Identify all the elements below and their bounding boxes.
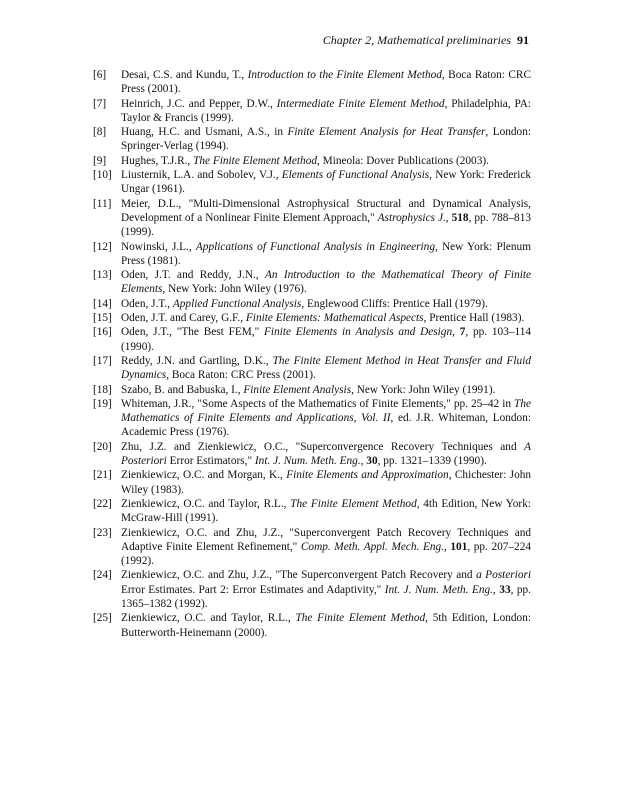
reference-number: [24]: [93, 569, 112, 582]
reference-item: [93, 240, 531, 269]
text-segment: Hughes, T.J.R.,: [121, 154, 194, 167]
reference-number: [9]: [93, 154, 107, 167]
reference-text: [121, 611, 531, 640]
text-segment: Oden, J.T. and Carey, G.F.,: [121, 312, 246, 325]
italic-segment: Finite Elements and Approximation: [286, 469, 449, 482]
text-segment: , Philadelphia, PA: Taylor & Francis (1999).: [121, 97, 531, 124]
text-segment: Meier, D.L., "Multi-Dimensional Astrophysical Structural and Dynamical Analysis, Development of a Nonlinear Finite Element Approach,": [121, 197, 531, 224]
reference-item: [93, 68, 531, 97]
text-segment: ,: [445, 211, 452, 224]
text-segment: 4th Edition, New York: McGraw-Hill (1991).: [121, 497, 531, 525]
text-segment: Nowinski, J.L.,: [121, 240, 196, 253]
reference-text: [121, 297, 531, 311]
text-segment: , New York: John Wiley (1976).: [162, 283, 307, 296]
reference-number: [7]: [93, 97, 107, 110]
chapter-title: Chapter 2, Mathematical preliminaries: [322, 33, 511, 47]
italic-segment: Intermediate Finite Element Method: [276, 97, 445, 110]
reference-number: [18]: [93, 383, 112, 396]
reference-item: [93, 611, 531, 640]
reference-number: [22]: [93, 497, 112, 510]
reference-number: [6]: [93, 69, 107, 81]
text-segment: 5th Edition, London: Butterworth-Heinemann (2000).: [121, 612, 531, 639]
reference-number: [14]: [93, 297, 112, 310]
text-segment: , Boca Raton: CRC Press (2001).: [121, 69, 531, 96]
text-segment: Oden, J.T. and Reddy, J.N.,: [121, 269, 265, 282]
text-segment: , New York: John Wiley (1991).: [351, 383, 496, 396]
reference-text: [121, 68, 531, 97]
reference-number: [13]: [93, 269, 112, 282]
italic-segment: The Finite Element Method,: [290, 497, 420, 510]
reference-item: [93, 168, 531, 197]
reference-text: [121, 526, 531, 569]
reference-text: [121, 383, 531, 397]
bold-segment: 7: [459, 326, 466, 339]
text-segment: Oden, J.T.,: [121, 297, 173, 310]
text-segment: , New York: Frederick Ungar (1961).: [121, 169, 531, 196]
text-segment: Zienkiewicz, O.C. and Morgan, K.,: [121, 469, 287, 482]
bold-segment: 518: [451, 211, 469, 224]
reference-text: [121, 197, 531, 240]
italic-segment: Finite Elements: Mathematical Aspects: [245, 312, 424, 325]
text-segment: , Boca Raton: CRC Press (2001).: [166, 369, 316, 382]
reference-text: [121, 325, 531, 354]
text-segment: , London: Springer-Verlag (1994).: [121, 126, 531, 153]
reference-number: [19]: [93, 397, 112, 410]
reference-item: [93, 354, 531, 383]
text-segment: Error Estimators,": [166, 455, 255, 468]
reference-item: [93, 497, 531, 526]
italic-segment: Applied Functional Analysis: [172, 297, 302, 310]
reference-text: [121, 440, 531, 469]
text-segment: Zienkiewicz, O.C. and Zhu, J.Z., "The Superconvergent Patch Recovery and: [121, 569, 477, 582]
text-segment: , Mineola: Dover Publications (2003).: [317, 154, 489, 167]
italic-segment: a Posteriori: [476, 569, 532, 582]
text-segment: , Chichester: John Wiley (1983).: [121, 469, 532, 496]
reference-text: [121, 311, 531, 325]
text-segment: , pp. 207–224 (1992).: [121, 540, 531, 568]
reference-item: [93, 297, 531, 311]
reference-item: [93, 526, 531, 569]
reference-number: [21]: [93, 469, 112, 482]
reference-number: [17]: [93, 354, 112, 367]
reference-text: [121, 125, 531, 154]
page-number: 91: [517, 33, 529, 47]
text-segment: Zhu, J.Z. and Zienkiewicz, O.C., "Superconvergence Recovery Techniques and: [121, 440, 525, 453]
reference-item: [93, 197, 531, 240]
reference-number: [11]: [93, 197, 112, 210]
reference-number: [8]: [93, 126, 107, 139]
reference-text: [121, 354, 531, 383]
italic-segment: Finite Element Analysis for Heat Transfer: [287, 126, 486, 139]
italic-segment: Introduction to the Finite Element Method: [247, 69, 442, 81]
reference-item: [93, 125, 531, 154]
italic-segment: An Introduction to the Mathematical Theory of Finite Elements: [121, 269, 532, 296]
text-segment: Desai, C.S. and Kundu, T.,: [121, 69, 248, 81]
reference-item: [93, 440, 531, 469]
italic-segment: Finite Element Analysis: [243, 383, 352, 396]
text-segment: ,: [493, 583, 500, 596]
text-segment: ,: [360, 455, 367, 468]
reference-item: [93, 97, 531, 126]
reference-item: [93, 397, 531, 440]
reference-text: [121, 397, 531, 440]
text-segment: , Prentice Hall (1983).: [423, 312, 525, 325]
reference-number: [20]: [93, 440, 112, 453]
bold-segment: 30: [366, 455, 378, 468]
text-segment: Zienkiewicz, O.C. and Zhu, J.Z., "Superconvergent Patch Recovery Techniques and Adaptive Finite Element Refinement,": [121, 526, 531, 553]
text-segment: Reddy, J.N. and Gartling, D.K.,: [121, 354, 273, 367]
italic-segment: Elements of Functional Analysis: [281, 169, 430, 182]
reference-text: [121, 97, 531, 126]
reference-number: [10]: [93, 169, 112, 182]
italic-segment: Int. J. Num. Meth. Eng.: [254, 455, 361, 468]
text-segment: , Englewood Cliffs: Prentice Hall (1979).: [301, 297, 488, 310]
reference-number: [25]: [93, 612, 112, 625]
reference-text: [121, 154, 531, 168]
italic-segment: Comp. Meth. Appl. Mech. Eng.: [300, 540, 444, 553]
text-segment: , New York: Plenum Press (1981).: [121, 240, 531, 267]
reference-item: [93, 468, 531, 497]
text-segment: Huang, H.C. and Usmani, A.S., in: [121, 126, 288, 139]
text-segment: , pp. 788–813 (1999).: [121, 211, 531, 239]
text-segment: , pp. 1321–1339 (1990).: [377, 455, 487, 468]
italic-segment: Astrophysics J.: [377, 211, 446, 224]
reference-text: [121, 497, 531, 526]
reference-text: [121, 268, 531, 297]
reference-item: [93, 311, 531, 325]
text-segment: Heinrich, J.C. and Pepper, D.W.,: [121, 97, 277, 110]
reference-text: [121, 168, 531, 197]
text-segment: ,: [443, 540, 451, 553]
text-segment: Zienkiewicz, O.C. and Taylor, R.L.,: [121, 497, 291, 510]
text-segment: ,: [452, 326, 460, 339]
text-segment: Whiteman, J.R., "Some Aspects of the Mathematics of Finite Elements," pp. 25–42 in: [121, 397, 515, 410]
bold-segment: 33: [499, 583, 511, 596]
italic-segment: A Posteriori: [121, 440, 531, 468]
reference-number: [12]: [93, 240, 112, 253]
italic-segment: Int. J. Num. Meth. Eng.: [384, 583, 493, 596]
reference-item: [93, 154, 531, 168]
reference-text: [121, 468, 531, 497]
text-segment: Szabo, B. and Babuska, I.,: [121, 383, 244, 396]
text-segment: Oden, J.T., "The Best FEM,": [121, 326, 265, 339]
reference-number: [16]: [93, 326, 112, 339]
text-segment: Zienkiewicz, O.C. and Taylor, R.L.,: [121, 612, 296, 625]
text-segment: Error Estimates. Part 2: Error Estimates and Adaptivity,": [121, 583, 385, 596]
italic-segment: The Mathematics of Finite Elements and Applications, Vol. II: [121, 397, 531, 425]
reference-text: [121, 568, 531, 611]
reference-item: [93, 325, 531, 354]
italic-segment: Finite Elements in Analysis and Design: [264, 326, 453, 339]
italic-segment: The Finite Element Method: [193, 154, 317, 167]
reference-item: [93, 268, 531, 297]
reference-number: [15]: [93, 312, 112, 325]
bold-segment: 101: [450, 540, 468, 553]
reference-number: [23]: [93, 526, 112, 539]
text-segment: , ed. J.R. Whiteman, London: Academic Press (1976).: [121, 412, 531, 439]
italic-segment: The Finite Element Method,: [295, 612, 428, 625]
reference-item: [93, 383, 531, 397]
reference-item: [93, 568, 531, 611]
text-segment: , pp. 1365–1382 (1992).: [121, 583, 531, 610]
text-segment: , pp. 103–114 (1990).: [121, 326, 531, 353]
reference-list: [93, 68, 531, 640]
reference-text: [121, 240, 531, 269]
running-header: [323, 33, 529, 48]
italic-segment: Applications of Functional Analysis in Engineering: [195, 240, 435, 253]
italic-segment: The Finite Element Method in Heat Transfer and Fluid Dynamics: [121, 354, 531, 382]
text-segment: Liusternik, L.A. and Sobolev, V.J.,: [121, 169, 282, 182]
